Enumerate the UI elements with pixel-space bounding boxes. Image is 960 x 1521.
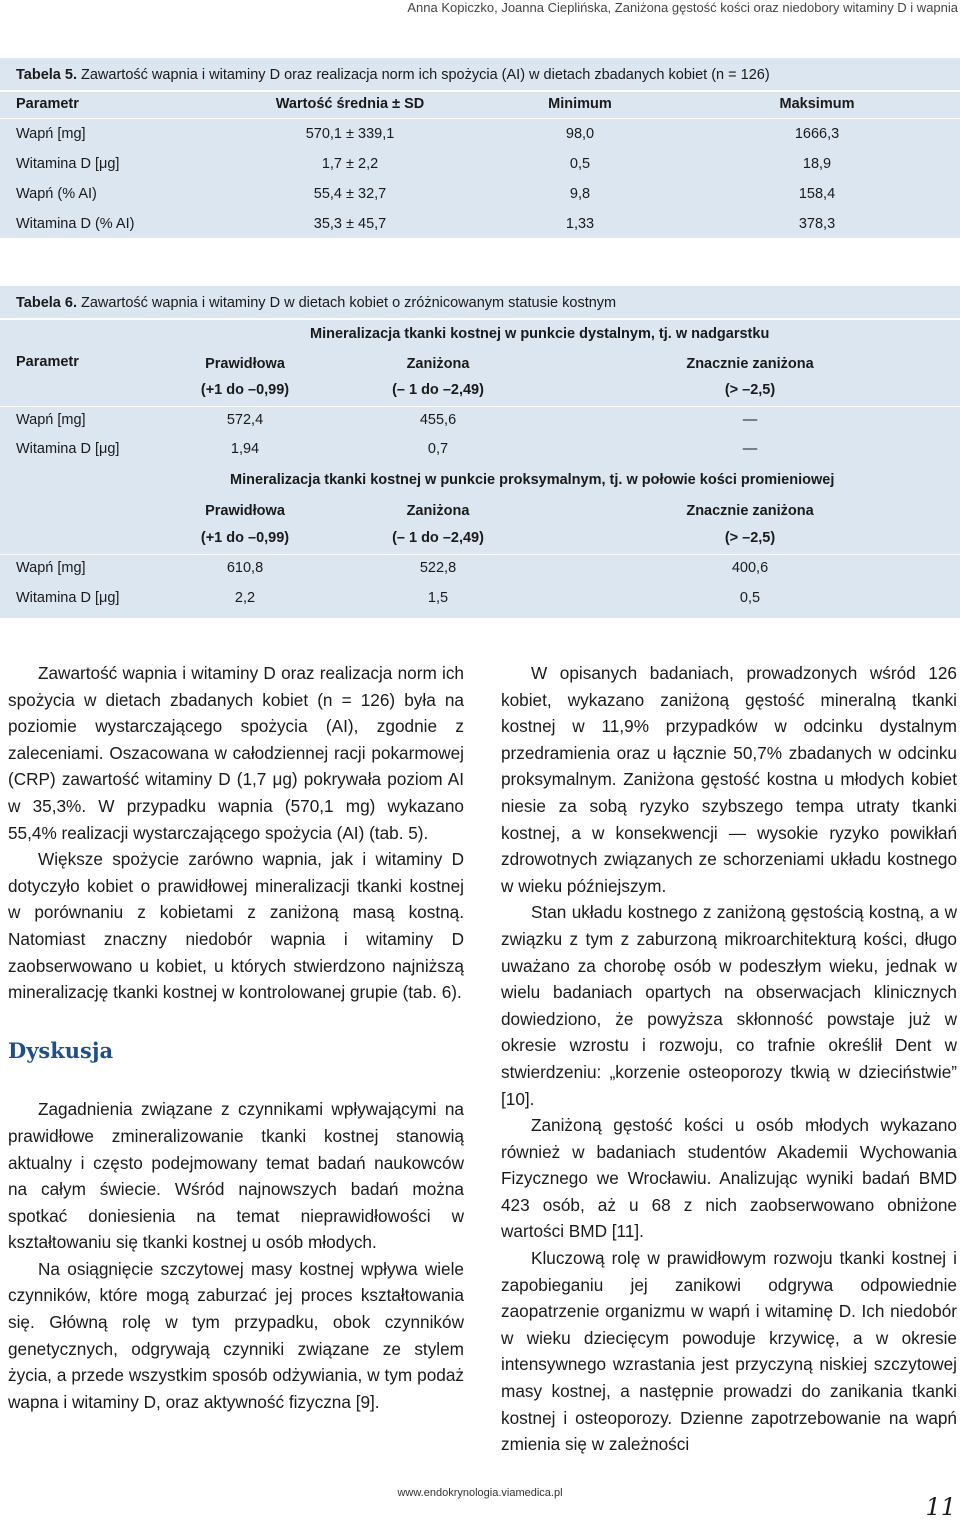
table-6-caption <box>16 295 616 311</box>
section-2-heading: Mineralizacja tkanki kostnej w punkcie proksymalnym, tj. w połowie kości promieniowej <box>230 472 835 488</box>
table-row-param: Witamina D [μg] <box>16 441 120 457</box>
table-cell: 570,1 ± 339,1 <box>305 126 395 142</box>
table-6-label: Tabela 6. <box>16 295 77 311</box>
running-header: Anna Kopiczko, Joanna Cieplińska, Zaniżona gęstość kości oraz niedobory witaminy D i wapnia <box>407 0 958 15</box>
table-cell: 1,5 <box>427 590 449 606</box>
section-1-col-very-low: Znacznie zaniżona <box>686 356 814 372</box>
table-5-header-min: Minimum <box>548 96 612 112</box>
table-row-param: Witamina D [μg] <box>16 590 120 606</box>
table-cell: 455,6 <box>419 412 457 428</box>
table-cell: — <box>742 412 758 428</box>
section-1-heading: Mineralizacja tkanki kostnej w punkcie dystalnym, tj. w nadgarstku <box>310 326 770 342</box>
paragraph: Większe spożycie zarówno wapnia, jak i witaminy D dotyczyło kobiet o prawidłowej mineralizacji tkanki kostnej w porównaniu z kobietami z zaniżoną masą kostną. Natomiast znaczny niedobór wapnia i witaminy D zaobserwowano u kobiet, u których stwierdzono najniższą mineralizację tkanki kostnej w kontrolowanej grupie (tab. 6). <box>8 849 464 1003</box>
page-number: 11 <box>925 1493 956 1521</box>
divider <box>0 554 960 555</box>
table-cell: 18,9 <box>802 156 832 172</box>
table-row-param: Witamina D [μg] <box>16 156 120 172</box>
table-5-caption <box>16 67 770 83</box>
table-cell: 378,3 <box>798 216 836 232</box>
section-2-range-low: (– 1 do –2,49) <box>392 530 484 546</box>
table-5-title: Zawartość wapnia i witaminy D oraz realizacja norm ich spożycia (AI) w dietach zbadanych kobiet (n = 126) <box>81 67 770 83</box>
left-column <box>8 660 464 1415</box>
table-cell: 0,5 <box>569 156 591 172</box>
table-cell: 2,2 <box>234 590 256 606</box>
table-cell: 1,7 ± 2,2 <box>321 156 379 172</box>
section-1-range-normal: (+1 do –0,99) <box>200 382 290 398</box>
paragraph: Zagadnienia związane z czynnikami wpływającymi na prawidłowe zmineralizowanie tkanki kostnej stanowią aktualny i często podejmowany temat badań naukowców na całym świecie. Wśród najnowszych badań można spotkać doniesienia na temat nieprawidłowości w kształtowaniu się tkanki kostnej u osób młodych. <box>8 1099 464 1253</box>
table-row-param: Wapń [mg] <box>16 560 86 576</box>
divider <box>0 118 960 119</box>
table-5-label: Tabela 5. <box>16 67 77 83</box>
table-cell: 35,3 ± 45,7 <box>313 216 387 232</box>
paragraph: Na osiągnięcie szczytowej masy kostnej wpływa wiele czynników, które mogą zaburzać jej proces kształtowania się. Główną rolę w tym przypadku, obok czynników genetycznych, odgrywają czynniki związane ze stylem życia, a przede wszystkim sposób odżywiania, w tym podaż wapna i witaminy D, oraz aktywność fizyczna [9]. <box>8 1258 464 1412</box>
table-cell: 0,7 <box>427 441 449 457</box>
table-cell: 1666,3 <box>794 126 840 142</box>
paragraph: Stan układu kostnego z zaniżoną gęstością kostną, a w związku z tym z zaburzoną mikroarchitekturą kości, długo uważano za chorobę osób w podeszłym wieku, jednak w wielu badaniach opartych na obserwacjach klinicznych dowiedziono, że powyższa skłonność powstaje już w okresie wzrostu i rozwoju, co trafnie określił Dent w stwierdzeniu: „korzenie osteoporozy tkwią w dzieciństwie” [10]. <box>501 902 957 1109</box>
section-2-range-very-low: (> –2,5) <box>724 530 776 546</box>
table-cell: 0,5 <box>739 590 761 606</box>
section-1-col-low: Zaniżona <box>406 356 470 372</box>
table-cell: 1,94 <box>230 441 260 457</box>
table-row-param: Wapń (% AI) <box>16 186 97 202</box>
table-6 <box>0 286 960 618</box>
table-cell: — <box>742 441 758 457</box>
table-cell: 610,8 <box>226 560 264 576</box>
table-row-param: Wapń [mg] <box>16 412 86 428</box>
section-heading-dyskusja: Dyskusja <box>8 1037 114 1063</box>
paragraph: Zaniżoną gęstość kości u osób młodych wykazano również w badaniach studentów Akademii Wychowania Fizycznego we Wrocławiu. Analizując wyniki badań BMD 423 osób, aż u 68 z nich zaobserwowano obniżone wartości BMD [11]. <box>501 1115 957 1242</box>
table-cell: 98,0 <box>565 126 595 142</box>
paragraph: Kluczową rolę w prawidłowym rozwoju tkanki kostnej i zapobieganiu jej zanikowi odgrywa odpowiednie zaopatrzenie organizmu w wapń i witaminę D. Ich niedobór w wieku dziecięcym powoduje krzywicę, a w okresie intensywnego wzrastania jest przyczyną niskiej szczytowej masy kostnej, a następnie prowadzi do zanikania tkanki kostnej i osteoporozy. Dzienne zapotrzebowanie na wapń zmienia się w zależności <box>501 1248 957 1455</box>
table-5-header-mean: Wartość średnia ± SD <box>275 96 425 112</box>
paragraph: Zawartość wapnia i witaminy D oraz realizacja norm ich spożycia w dietach zbadanych kobiet (n = 126) była na poziomie wystarczającego spożycia (AI), zgodnie z zaleceniami. Oszacowana w całodziennej racji pokarmowej (CRP) zawartość witaminy D (1,7 μg) pokrywała poziom AI w 35,3%. W przypadku wapnia (570,1 mg) wykazano 55,4% realizacji wystarczającego spożycia (AI) (tab. 5). <box>8 663 464 843</box>
section-2-col-normal: Prawidłowa <box>205 503 285 519</box>
table-row-param: Witamina D (% AI) <box>16 216 135 232</box>
divider <box>0 318 960 320</box>
table-cell: 9,8 <box>569 186 591 202</box>
paragraph: W opisanych badaniach, prowadzonych wśród 126 kobiet, wykazano zaniżoną gęstość mineralną tkanki kostnej w 11,9% przypadków w odcinku dystalnym przedramienia oraz u łącznie 50,7% zbadanych w odcinku proksymalnym. Zaniżona gęstość kostna u młodych kobiet niesie za sobą ryzyko szybszego tempa utraty tkanki kostnej, a w konsekwencji — wysokie ryzyko powikłań zdrowotnych związanych ze schorzeniami układu kostnego w wieku późniejszym. <box>501 663 957 896</box>
section-1-range-low: (– 1 do –2,49) <box>392 382 484 398</box>
table-cell: 1,33 <box>565 216 595 232</box>
table-cell: 55,4 ± 32,7 <box>313 186 387 202</box>
table-5-header-param: Parametr <box>16 96 79 112</box>
section-2-range-normal: (+1 do –0,99) <box>200 530 290 546</box>
table-cell: 522,8 <box>419 560 457 576</box>
section-1-col-normal: Prawidłowa <box>205 356 285 372</box>
table-cell: 158,4 <box>798 186 836 202</box>
divider <box>0 406 960 407</box>
table-6-header-param: Parametr <box>16 354 79 370</box>
divider <box>0 90 960 92</box>
table-6-title: Zawartość wapnia i witaminy D w dietach kobiet o zróżnicowanym statusie kostnym <box>81 295 617 311</box>
section-1-range-very-low: (> –2,5) <box>724 382 776 398</box>
right-column <box>501 660 957 1458</box>
table-5 <box>0 58 960 238</box>
section-2-col-very-low: Znacznie zaniżona <box>686 503 814 519</box>
footer-url: www.endokrynologia.viamedica.pl <box>397 1487 563 1499</box>
table-5-header-max: Maksimum <box>779 96 855 112</box>
table-row-param: Wapń [mg] <box>16 126 86 142</box>
table-cell: 572,4 <box>226 412 264 428</box>
section-2-col-low: Zaniżona <box>406 503 470 519</box>
table-cell: 400,6 <box>731 560 769 576</box>
